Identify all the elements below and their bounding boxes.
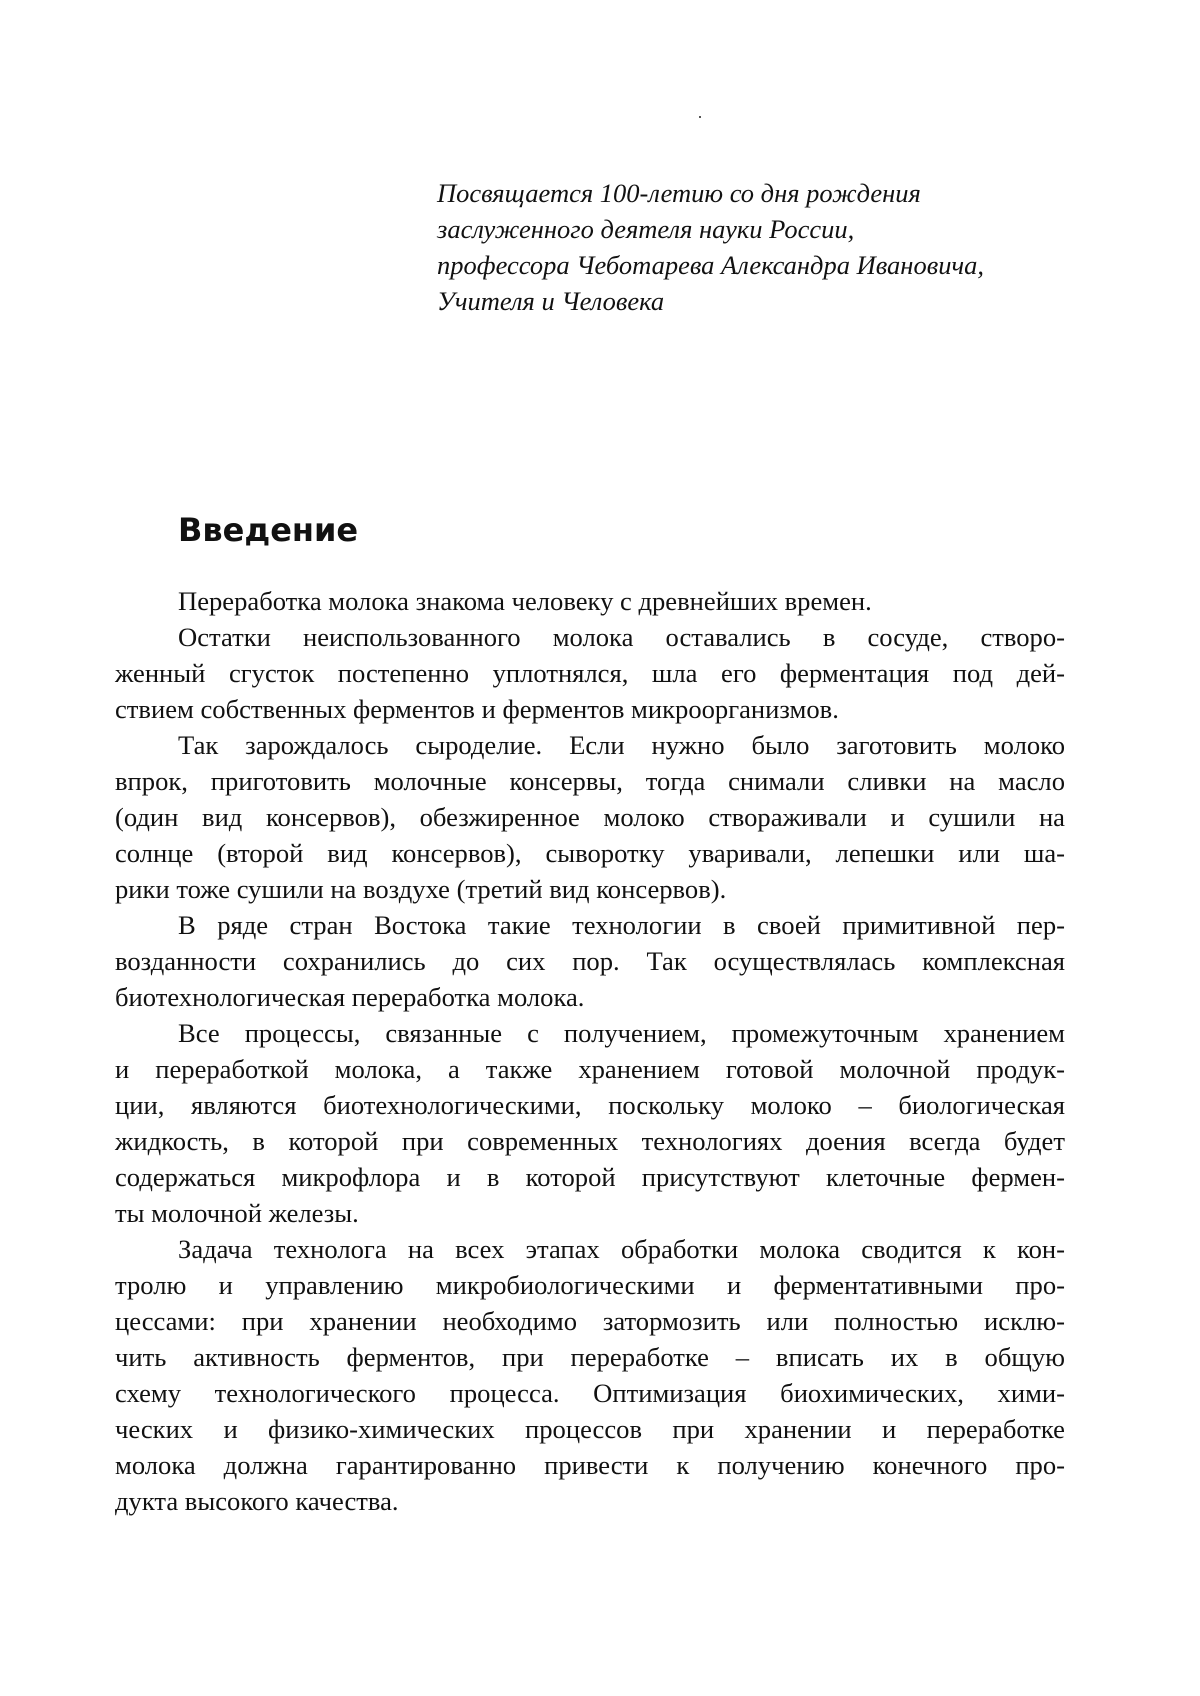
text-line: (один вид консервов), обезжиренное молоко створаживали и сушили на <box>115 802 1065 832</box>
text-line: цессами: при хранении необходимо затормозить или полностью исклю- <box>115 1306 1065 1336</box>
text-line: и переработкой молока, а также хранением готовой молочной продук- <box>115 1054 1065 1084</box>
text-line: ствием собственных ферментов и ферментов микроорганизмов. <box>115 694 839 724</box>
paragraph <box>115 727 1065 907</box>
text-line: Остатки неиспользованного молока оставались в сосуде, створо- <box>178 622 1065 652</box>
paragraph <box>115 1231 1065 1519</box>
paragraph <box>115 907 1065 1015</box>
text-line: тролю и управлению микробиологическими и ферментативными про- <box>115 1270 1065 1300</box>
text-line: дукта высокого качества. <box>115 1486 399 1516</box>
body-text <box>115 583 1065 1519</box>
text-line: Переработка молока знакома человеку с древнейших времен. <box>178 586 872 616</box>
dedication-line: Учителя и Человека <box>437 286 665 316</box>
dedication-line: профессора Чеботарева Александра Ивановича, <box>437 250 984 280</box>
dedication-line: Посвящается 100-летию со дня рождения <box>437 178 921 208</box>
dedication <box>437 175 1117 319</box>
text-line: жидкость, в которой при современных технологиях доения всегда будет <box>115 1126 1065 1156</box>
text-line: рики тоже сушили на воздухе (третий вид консервов). <box>115 874 727 904</box>
text-line: ты молочной железы. <box>115 1198 359 1228</box>
text-line: содержаться микрофлора и в которой присутствуют клеточные фермен- <box>115 1162 1065 1192</box>
section-heading: Введение <box>178 511 359 549</box>
scan-speck <box>699 116 701 118</box>
paragraph <box>115 1015 1065 1231</box>
text-line: женный сгусток постепенно уплотнялся, шла его ферментация под дей- <box>115 658 1065 688</box>
text-line: ции, являются биотехнологическими, поскольку молоко – биологическая <box>115 1090 1065 1120</box>
paragraph <box>115 583 1065 619</box>
text-line: В ряде стран Востока такие технологии в своей примитивной пер- <box>178 910 1065 940</box>
text-line: схему технологического процесса. Оптимизация биохимических, хими- <box>115 1378 1065 1408</box>
text-line: Так зарождалось сыроделие. Если нужно было заготовить молоко <box>178 730 1065 760</box>
text-line: впрок, приготовить молочные консервы, тогда снимали сливки на масло <box>115 766 1065 796</box>
text-line: чить активность ферментов, при переработке – вписать их в общую <box>115 1342 1065 1372</box>
text-line: солнце (второй вид консервов), сыворотку уваривали, лепешки или ша- <box>115 838 1065 868</box>
text-line: молока должна гарантированно привести к получению конечного про- <box>115 1450 1065 1480</box>
text-line: ческих и физико-химических процессов при хранении и переработке <box>115 1414 1065 1444</box>
dedication-line: заслуженного деятеля науки России, <box>437 214 855 244</box>
text-line: Все процессы, связанные с получением, промежуточным хранением <box>178 1018 1065 1048</box>
paragraph <box>115 619 1065 727</box>
text-line: Задача технолога на всех этапах обработки молока сводится к кон- <box>178 1234 1065 1264</box>
text-line: возданности сохранились до сих пор. Так осуществлялась комплексная <box>115 946 1065 976</box>
text-line: биотехнологическая переработка молока. <box>115 982 585 1012</box>
